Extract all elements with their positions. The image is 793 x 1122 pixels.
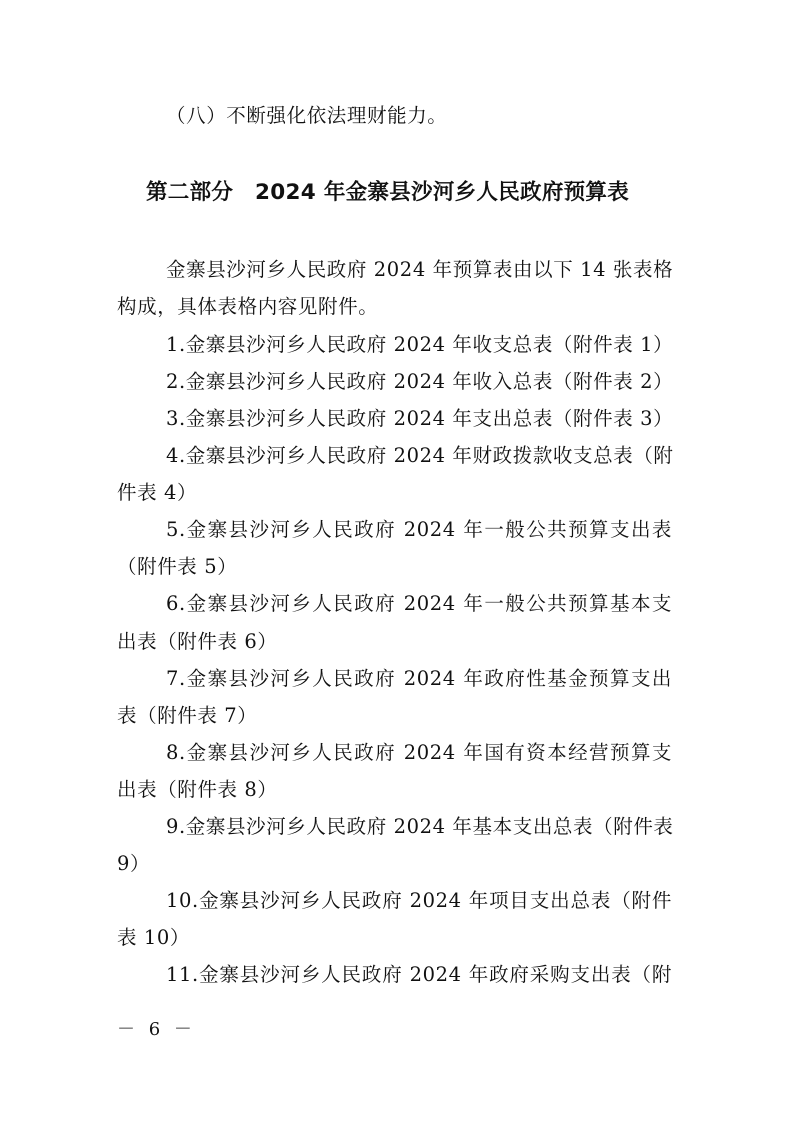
list-item-7-cont: 表（附件表 7）	[117, 704, 258, 727]
page-number: － 6 －	[117, 1019, 196, 1040]
list-item-5-cont: （附件表 5）	[117, 555, 238, 578]
list-item-9-cont: 9）	[117, 852, 151, 875]
list-item-10: 10.金寨县沙河乡人民政府 2024 年项目支出总表（附件	[166, 889, 672, 912]
list-item-4-cont: 件表 4）	[117, 481, 198, 504]
list-item-6: 6.金寨县沙河乡人民政府 2024 年一般公共预算基本支	[166, 592, 672, 615]
list-item-4: 4.金寨县沙河乡人民政府 2024 年财政拨款收支总表（附	[166, 444, 674, 467]
list-item-10-cont: 表 10）	[117, 926, 191, 949]
intro-line-1: 金寨县沙河乡人民政府 2024 年预算表由以下 14 张表格	[166, 258, 674, 281]
intro-line-2: 构成，具体表格内容见附件。	[117, 295, 379, 318]
list-item-9: 9.金寨县沙河乡人民政府 2024 年基本支出总表（附件表	[166, 815, 674, 838]
list-item-8-cont: 出表（附件表 8）	[117, 778, 278, 801]
list-item-7: 7.金寨县沙河乡人民政府 2024 年政府性基金预算支出	[166, 667, 672, 690]
part-title: 第二部分 2024 年金寨县沙河乡人民政府预算表	[146, 180, 630, 205]
list-item-6-cont: 出表（附件表 6）	[117, 630, 278, 653]
list-item-2: 2.金寨县沙河乡人民政府 2024 年收入总表（附件表 2）	[166, 370, 674, 393]
list-item-5: 5.金寨县沙河乡人民政府 2024 年一般公共预算支出表	[166, 518, 672, 541]
list-item-11: 11.金寨县沙河乡人民政府 2024 年政府采购支出表（附	[166, 963, 672, 986]
list-item-8: 8.金寨县沙河乡人民政府 2024 年国有资本经营预算支	[166, 741, 672, 764]
section-heading-8: （八）不断强化依法理财能力。	[166, 104, 448, 127]
list-item-3: 3.金寨县沙河乡人民政府 2024 年支出总表（附件表 3）	[166, 407, 674, 430]
list-item-1: 1.金寨县沙河乡人民政府 2024 年收支总表（附件表 1）	[166, 333, 674, 356]
